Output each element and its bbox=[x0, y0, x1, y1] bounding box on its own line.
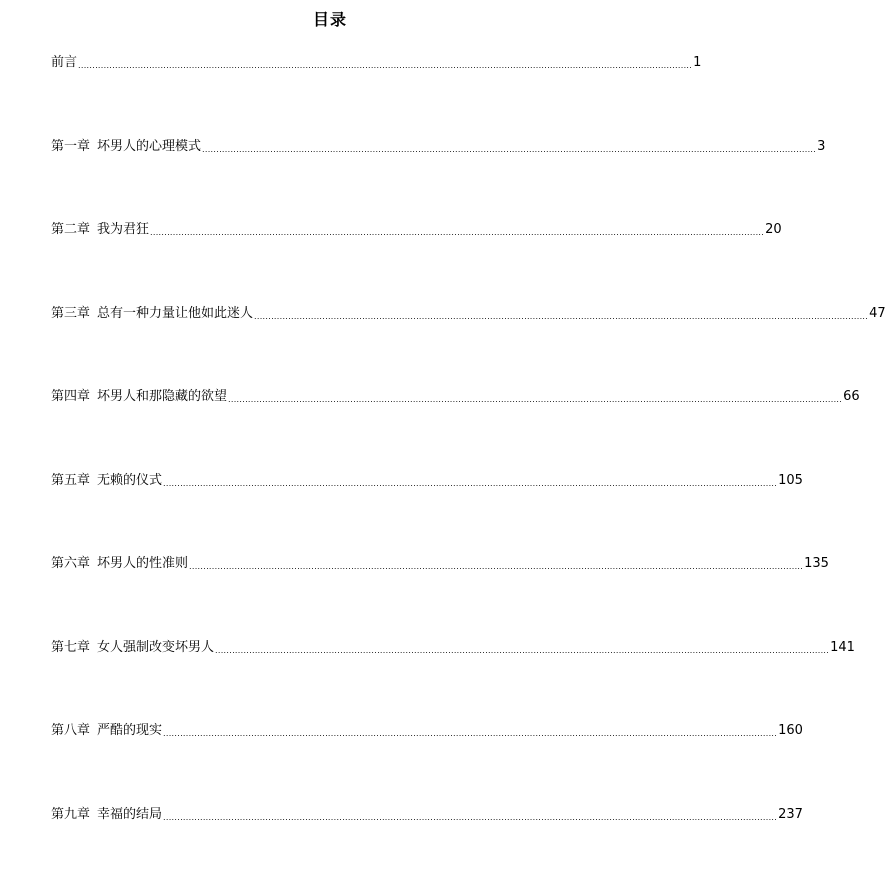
dot-leader: ........................................................................................................................................................................................................................ bbox=[163, 729, 778, 738]
toc-entry-name: 坏男人的心理模式 bbox=[97, 138, 202, 154]
toc-entry-chapter-5[interactable] bbox=[51, 471, 803, 491]
toc-entry-page: 141 bbox=[830, 639, 855, 655]
toc-chapter-number: 第七章 bbox=[51, 639, 91, 655]
dot-leader: ........................................................................................................................................................................................................................ bbox=[189, 562, 804, 571]
toc-entry-name: 无赖的仪式 bbox=[97, 472, 163, 488]
toc-entry-chapter-4[interactable] bbox=[51, 387, 860, 407]
toc-entry-chapter-6[interactable] bbox=[51, 554, 829, 574]
toc-title: 目录 bbox=[312, 10, 347, 29]
dot-leader: ........................................................................................................................................................................................................................ bbox=[163, 478, 778, 488]
toc-entry-name: 幸福的结局 bbox=[97, 806, 163, 822]
toc-entry-page: 47 bbox=[869, 305, 886, 321]
toc-chapter-number: 第四章 bbox=[51, 389, 91, 404]
toc-entry-chapter-8[interactable] bbox=[51, 721, 803, 741]
toc-chapter-number: 第二章 bbox=[51, 222, 91, 237]
toc-entry-name: 我为君狂 bbox=[97, 222, 150, 237]
toc-entry-chapter-2[interactable] bbox=[51, 220, 782, 240]
toc-entry-name: 严酷的现实 bbox=[97, 723, 163, 738]
dot-leader: ........................................................................................................................................................................................................................ bbox=[78, 61, 693, 70]
dot-leader: ........................................................................................................................................................................................................................ bbox=[215, 645, 830, 655]
toc-entry-page: 20 bbox=[765, 222, 782, 237]
toc-entry-name: 坏男人的性准则 bbox=[97, 556, 189, 571]
toc-entry-page: 135 bbox=[804, 556, 829, 571]
dot-leader: ........................................................................................................................................................................................................................ bbox=[150, 228, 765, 237]
toc-entry-page: 105 bbox=[778, 472, 803, 488]
toc-entry-page: 66 bbox=[843, 389, 860, 404]
toc-entry-page: 160 bbox=[778, 723, 803, 738]
dot-leader: ........................................................................................................................................................................................................................ bbox=[163, 812, 778, 822]
dot-leader: ........................................................................................................................................................................................................................ bbox=[202, 144, 817, 154]
toc-entry-chapter-3[interactable] bbox=[51, 304, 886, 324]
toc-entry-page: 237 bbox=[778, 806, 803, 822]
toc-entry-chapter-1[interactable] bbox=[51, 137, 826, 157]
toc-chapter-number: 第三章 bbox=[51, 305, 91, 321]
toc-chapter-number: 第一章 bbox=[51, 138, 91, 154]
toc-chapter-number: 第九章 bbox=[51, 806, 91, 822]
toc-entry-name: 坏男人和那隐藏的欲望 bbox=[97, 389, 228, 404]
toc-chapter-number: 第六章 bbox=[51, 556, 91, 571]
dot-leader: ........................................................................................................................................................................................................................ bbox=[228, 395, 843, 404]
toc-entry-page: 3 bbox=[817, 138, 826, 154]
toc-entry-page: 1 bbox=[693, 55, 702, 70]
toc-entry-chapter-7[interactable] bbox=[51, 638, 855, 658]
toc-entry-name: 前言 bbox=[51, 55, 78, 70]
toc-entry-name: 总有一种力量让他如此迷人 bbox=[97, 305, 254, 321]
toc-chapter-number: 第五章 bbox=[51, 472, 91, 488]
toc-entry-name: 女人强制改变坏男人 bbox=[97, 639, 215, 655]
toc-list bbox=[51, 53, 886, 888]
toc-entry-preface[interactable] bbox=[51, 53, 702, 73]
toc-entry-chapter-9[interactable] bbox=[51, 805, 803, 825]
toc-chapter-number: 第八章 bbox=[51, 723, 91, 738]
dot-leader: ........................................................................................................................................................................................................................ bbox=[254, 311, 869, 321]
